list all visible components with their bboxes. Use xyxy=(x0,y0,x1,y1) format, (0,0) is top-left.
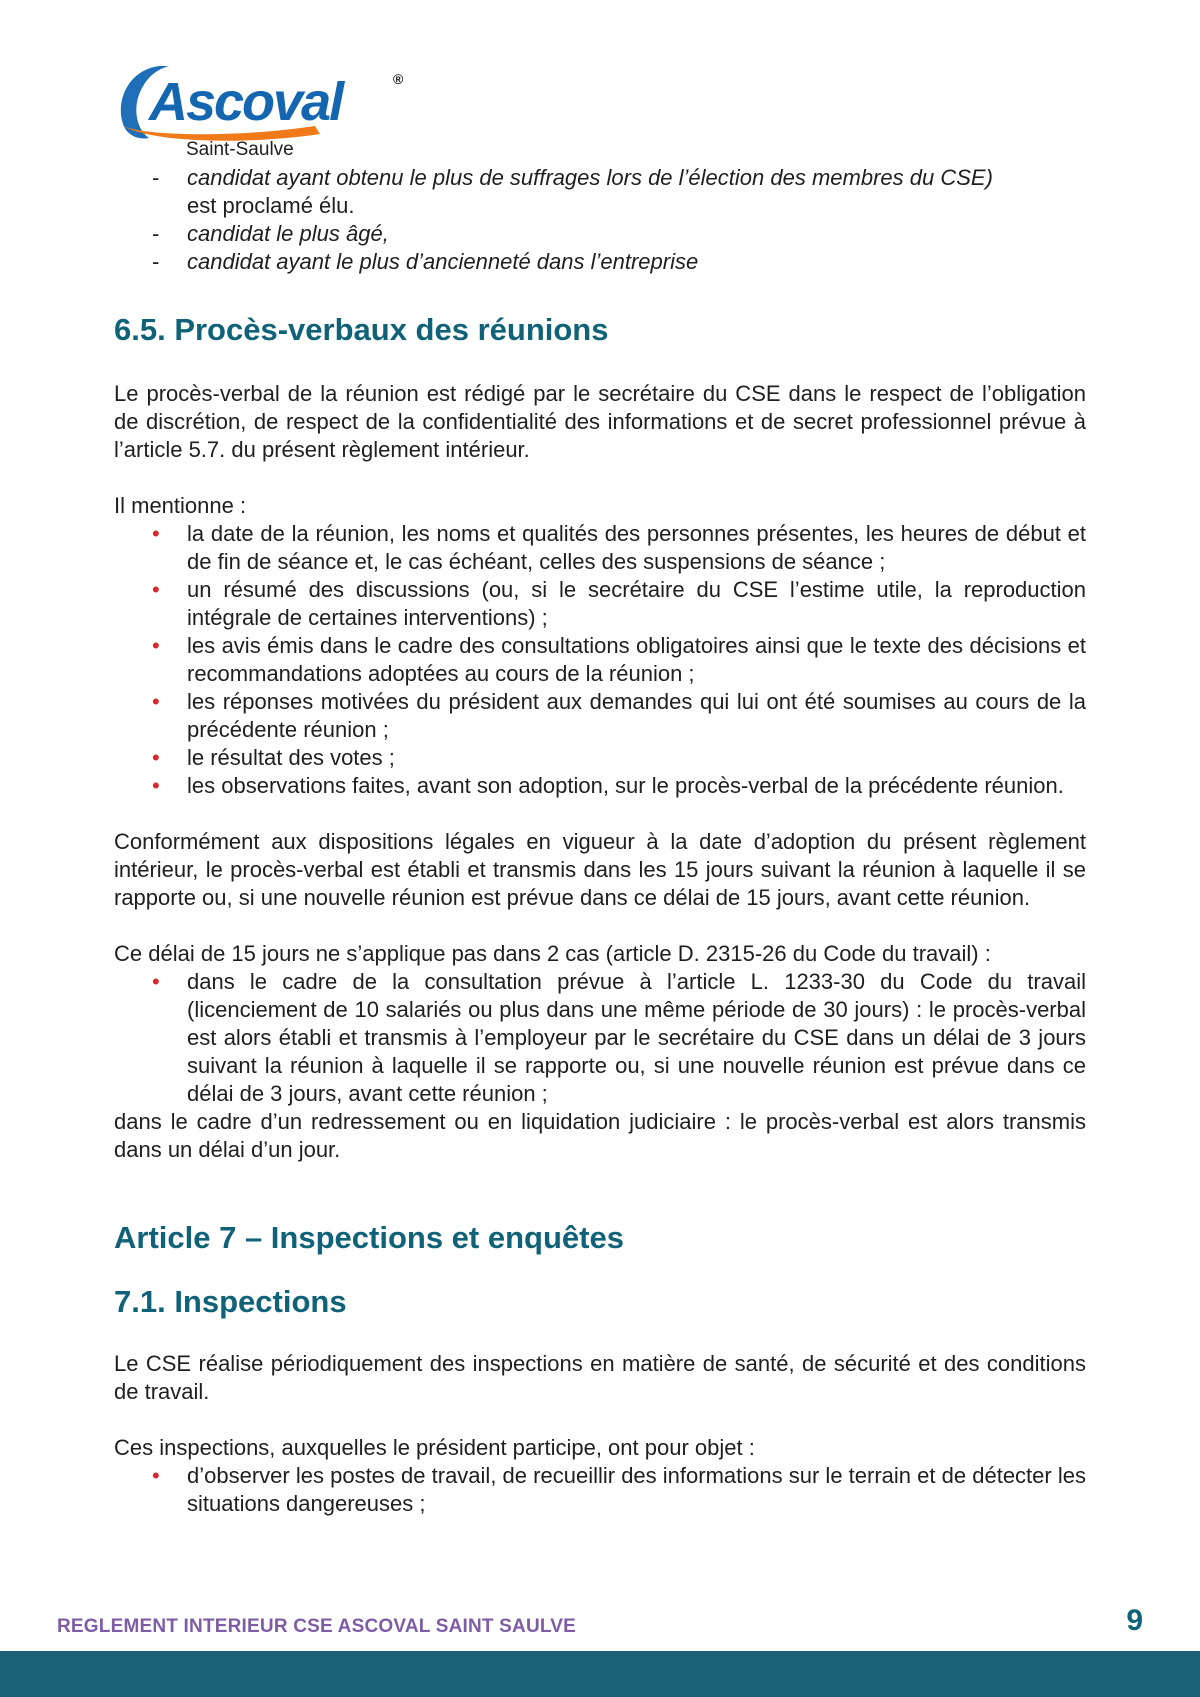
list-item: • un résumé des discussions (ou, si le secrétaire du CSE l’estime utile, la reproduction intégrale de certaines interventions) ; xyxy=(152,577,1086,630)
bullet-icon: • xyxy=(152,773,160,798)
list-item: • les réponses motivées du président aux demandes qui lui ont été soumises au cours de la précédente réunion ; xyxy=(152,689,1086,742)
bullet-icon: • xyxy=(152,633,160,658)
logo-subtitle: Saint-Saulve xyxy=(186,139,294,160)
list-item: - candidat le plus âgé, xyxy=(152,221,389,246)
list-item: - candidat ayant obtenu le plus de suffrages lors de l’élection des membres du CSE) est proclamé élu. xyxy=(152,165,993,218)
page-number: 9 xyxy=(1126,1604,1143,1637)
bullet-list xyxy=(114,968,1086,1108)
page-content xyxy=(114,164,1086,1518)
logo-text: Ascoval xyxy=(149,72,343,132)
bullet-list xyxy=(114,1462,1086,1518)
list-item: • la date de la réunion, les noms et qualités des personnes présentes, les heures de début et de fin de séance et, le cas échéant, celles des suspensions de séance ; xyxy=(152,521,1086,574)
footer-bar xyxy=(0,1651,1200,1697)
list-item: • dans le cadre de la consultation prévue à l’article L. 1233-30 du Code du travail (licenciement de 10 salariés ou plus dans une même période de 30 jours) : le procès-verbal est alors établi et transmis à l’employeur par le secrétaire du CSE dans un délai de 3 jours suivant la réunion à laquelle il se rapporte ou, si une nouvelle réunion est prévue dans ce délai de 3 jours, avant cette réunion ; xyxy=(152,969,1086,1106)
list-item: - candidat ayant le plus d’ancienneté dans l’entreprise xyxy=(152,249,699,274)
bullet-icon: • xyxy=(152,577,160,602)
paragraph: Le CSE réalise périodiquement des inspections en matière de santé, de sécurité et des conditions de travail. xyxy=(114,1351,1086,1404)
paragraph: Ce délai de 15 jours ne s’applique pas dans 2 cas (article D. 2315-26 du Code du travail) : xyxy=(114,941,991,966)
logo-registered: ® xyxy=(393,71,404,87)
section-heading-7-1: 7.1. Inspections xyxy=(114,1284,347,1319)
paragraph: Conformément aux dispositions légales en vigueur à la date d’adoption du présent règlement intérieur, le procès-verbal est établi et transmis dans les 15 jours suivant la réunion à laquelle il se rapporte ou, si une nouvelle réunion est prévue dans ce délai de 15 jours, avant cette réunion. xyxy=(114,829,1086,910)
bullet-icon: • xyxy=(152,969,160,994)
paragraph: Ces inspections, auxquelles le président participe, ont pour objet : xyxy=(114,1435,755,1460)
list-item: • les observations faites, avant son adoption, sur le procès-verbal de la précédente réunion. xyxy=(152,773,1064,798)
bullet-list xyxy=(114,520,1086,800)
list-item: • le résultat des votes ; xyxy=(152,745,395,770)
intro-list xyxy=(114,164,1086,276)
paragraph: Il mentionne : xyxy=(114,493,247,518)
bullet-icon: • xyxy=(152,745,160,770)
footer-title: REGLEMENT INTERIEUR CSE ASCOVAL SAINT SAULVE xyxy=(57,1616,577,1637)
section-heading-6-5: 6.5. Procès-verbaux des réunions xyxy=(114,312,609,347)
bullet-icon: • xyxy=(152,1463,160,1488)
bullet-icon: • xyxy=(152,521,160,546)
bullet-icon: • xyxy=(152,689,160,714)
paragraph: dans le cadre d’un redressement ou en liquidation judiciaire : le procès-verbal est alors transmis dans un délai d’un jour. xyxy=(114,1109,1086,1162)
paragraph: Le procès-verbal de la réunion est rédigé par le secrétaire du CSE dans le respect de l’obligation de discrétion, de respect de la confidentialité des informations et de secret professionnel prévue à l’article 5.7. du présent règlement intérieur. xyxy=(114,381,1086,462)
list-item: • les avis émis dans le cadre des consultations obligatoires ainsi que le texte des décisions et recommandations adoptées au cours de la réunion ; xyxy=(152,633,1086,686)
list-item: • d’observer les postes de travail, de recueillir des informations sur le terrain et de détecter les situations dangereuses ; xyxy=(152,1463,1086,1516)
article-heading-7: Article 7 – Inspections et enquêtes xyxy=(114,1220,624,1255)
ascoval-logo xyxy=(115,62,415,142)
